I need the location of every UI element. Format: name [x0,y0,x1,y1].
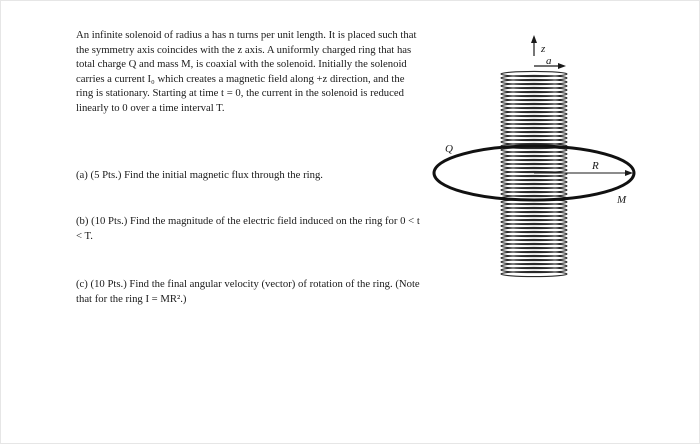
radius-a-label: a [546,55,552,67]
z-axis-label: z [541,43,546,55]
part-a-text: (a) (5 Pts.) Find the initial magnetic flux through the ring. [76,169,323,181]
part-c-text: (c) (10 Pts.) Find the final angular velocity (vector) of rotation of the ring. (Note that for the ring I = MR².) [76,278,420,305]
radius-R-label: R [592,160,599,172]
mass-M-label: M [617,194,627,206]
solenoid-ring-diagram [421,31,671,281]
radius-a-arrowhead [558,63,566,69]
question-part-c [76,277,421,306]
question-part-b [76,214,421,243]
problem-intro-text: An infinite solenoid of radius a has n turns per unit length. It is placed such that the symmetry axis coincides with the z axis. A uniformly charged ring that has total charge Q and mass M, is coaxial with the solenoid. Initially the solenoid carries a current I₀ which creates a magnetic field along +z direction, and the ring is stationary. Starting at time t = 0, the current in the solenoid is reduced linearly to 0 over a time interval T. [76,29,417,114]
problem-statement [76,28,421,116]
radius-R-arrowhead [625,170,633,176]
z-axis-arrowhead [531,35,537,43]
part-b-text: (b) (10 Pts.) Find the magnitude of the electric field induced on the ring for 0 < t < T. [76,215,420,242]
charge-Q-label: Q [445,143,453,155]
question-part-a [76,168,421,183]
solenoid-coils [501,71,567,276]
